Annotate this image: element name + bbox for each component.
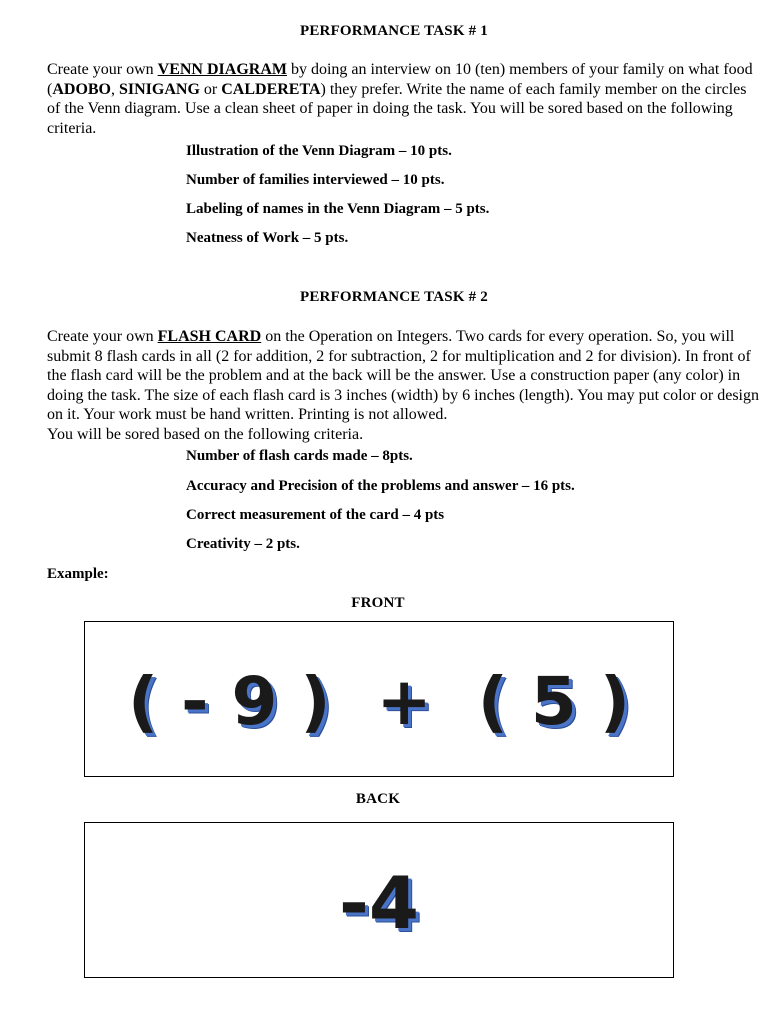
task1-intro-term: VENN DIAGRAM (157, 61, 287, 78)
task2-criterion-1: Number of flash cards made – 8pts. (186, 448, 413, 464)
task2-intro-2: on the Operation on Integers. Two cards for every operation. So, you will submit 8 flash cards in all (2 for addition, 2 for subtraction, 2 for multiplication and 2 for division). In front of the flash card will be the problem and at the back will be the answer. Use a construction paper (any color) in doing the task. The size of each flash card is 3 inches (width) by 6 inches (length). You may put color or design on it. Your work must be hand written. Printing is not allowed. (47, 328, 759, 423)
task1-food-2: SINIGANG (119, 80, 200, 98)
task1-criterion-2: Number of families interviewed – 10 pts. (186, 172, 445, 188)
flash-card-front (84, 621, 674, 777)
flash-card-front-text: ( - 9 ) + ( 5 ) (128, 663, 630, 740)
task2-criterion-4: Creativity – 2 pts. (186, 536, 300, 552)
task1-intro-1: Create your own (47, 61, 158, 78)
task2-intro-3: You will be sored based on the following criteria. (47, 425, 364, 443)
back-label: BACK (355, 791, 401, 807)
task1-criterion-4: Neatness of Work – 5 pts. (186, 230, 349, 246)
task2-intro-term: FLASH CARD (157, 328, 262, 345)
task1-criterion-3: Labeling of names in the Venn Diagram – 5 pts. (186, 201, 490, 217)
task1-heading: PERFORMANCE TASK # 1 (299, 23, 489, 39)
task1-sep-2: or (199, 80, 222, 98)
task2-intro-1: Create your own (47, 328, 158, 345)
task1-instructions (47, 60, 759, 138)
task1-intro-2: by doing an interview on 10 (ten) members of your family on what food ( (47, 61, 753, 98)
task2-criterion-3: Correct measurement of the card – 4 pts (186, 507, 445, 523)
task2-heading: PERFORMANCE TASK # 2 (299, 289, 489, 305)
task1-intro-3: ) they prefer. Write the name of each family member on the circles of the Venn diagram. Use a clean sheet of paper in doing the task. You will be sored based on the following criteria. (47, 80, 747, 137)
example-label: Example: (47, 566, 109, 582)
flash-card-back-text: -4 (339, 861, 419, 945)
task1-criterion-1: Illustration of the Venn Diagram – 10 pts. (186, 143, 452, 159)
task2-criterion-2: Accuracy and Precision of the problems and answer – 16 pts. (186, 478, 575, 494)
task1-food-3: CALDERETA (221, 80, 321, 98)
flash-card-back (84, 822, 674, 978)
front-label: FRONT (351, 595, 405, 611)
task1-sep-1: , (111, 80, 119, 98)
task1-food-1: ADOBO (52, 80, 111, 98)
task2-instructions (47, 327, 759, 444)
